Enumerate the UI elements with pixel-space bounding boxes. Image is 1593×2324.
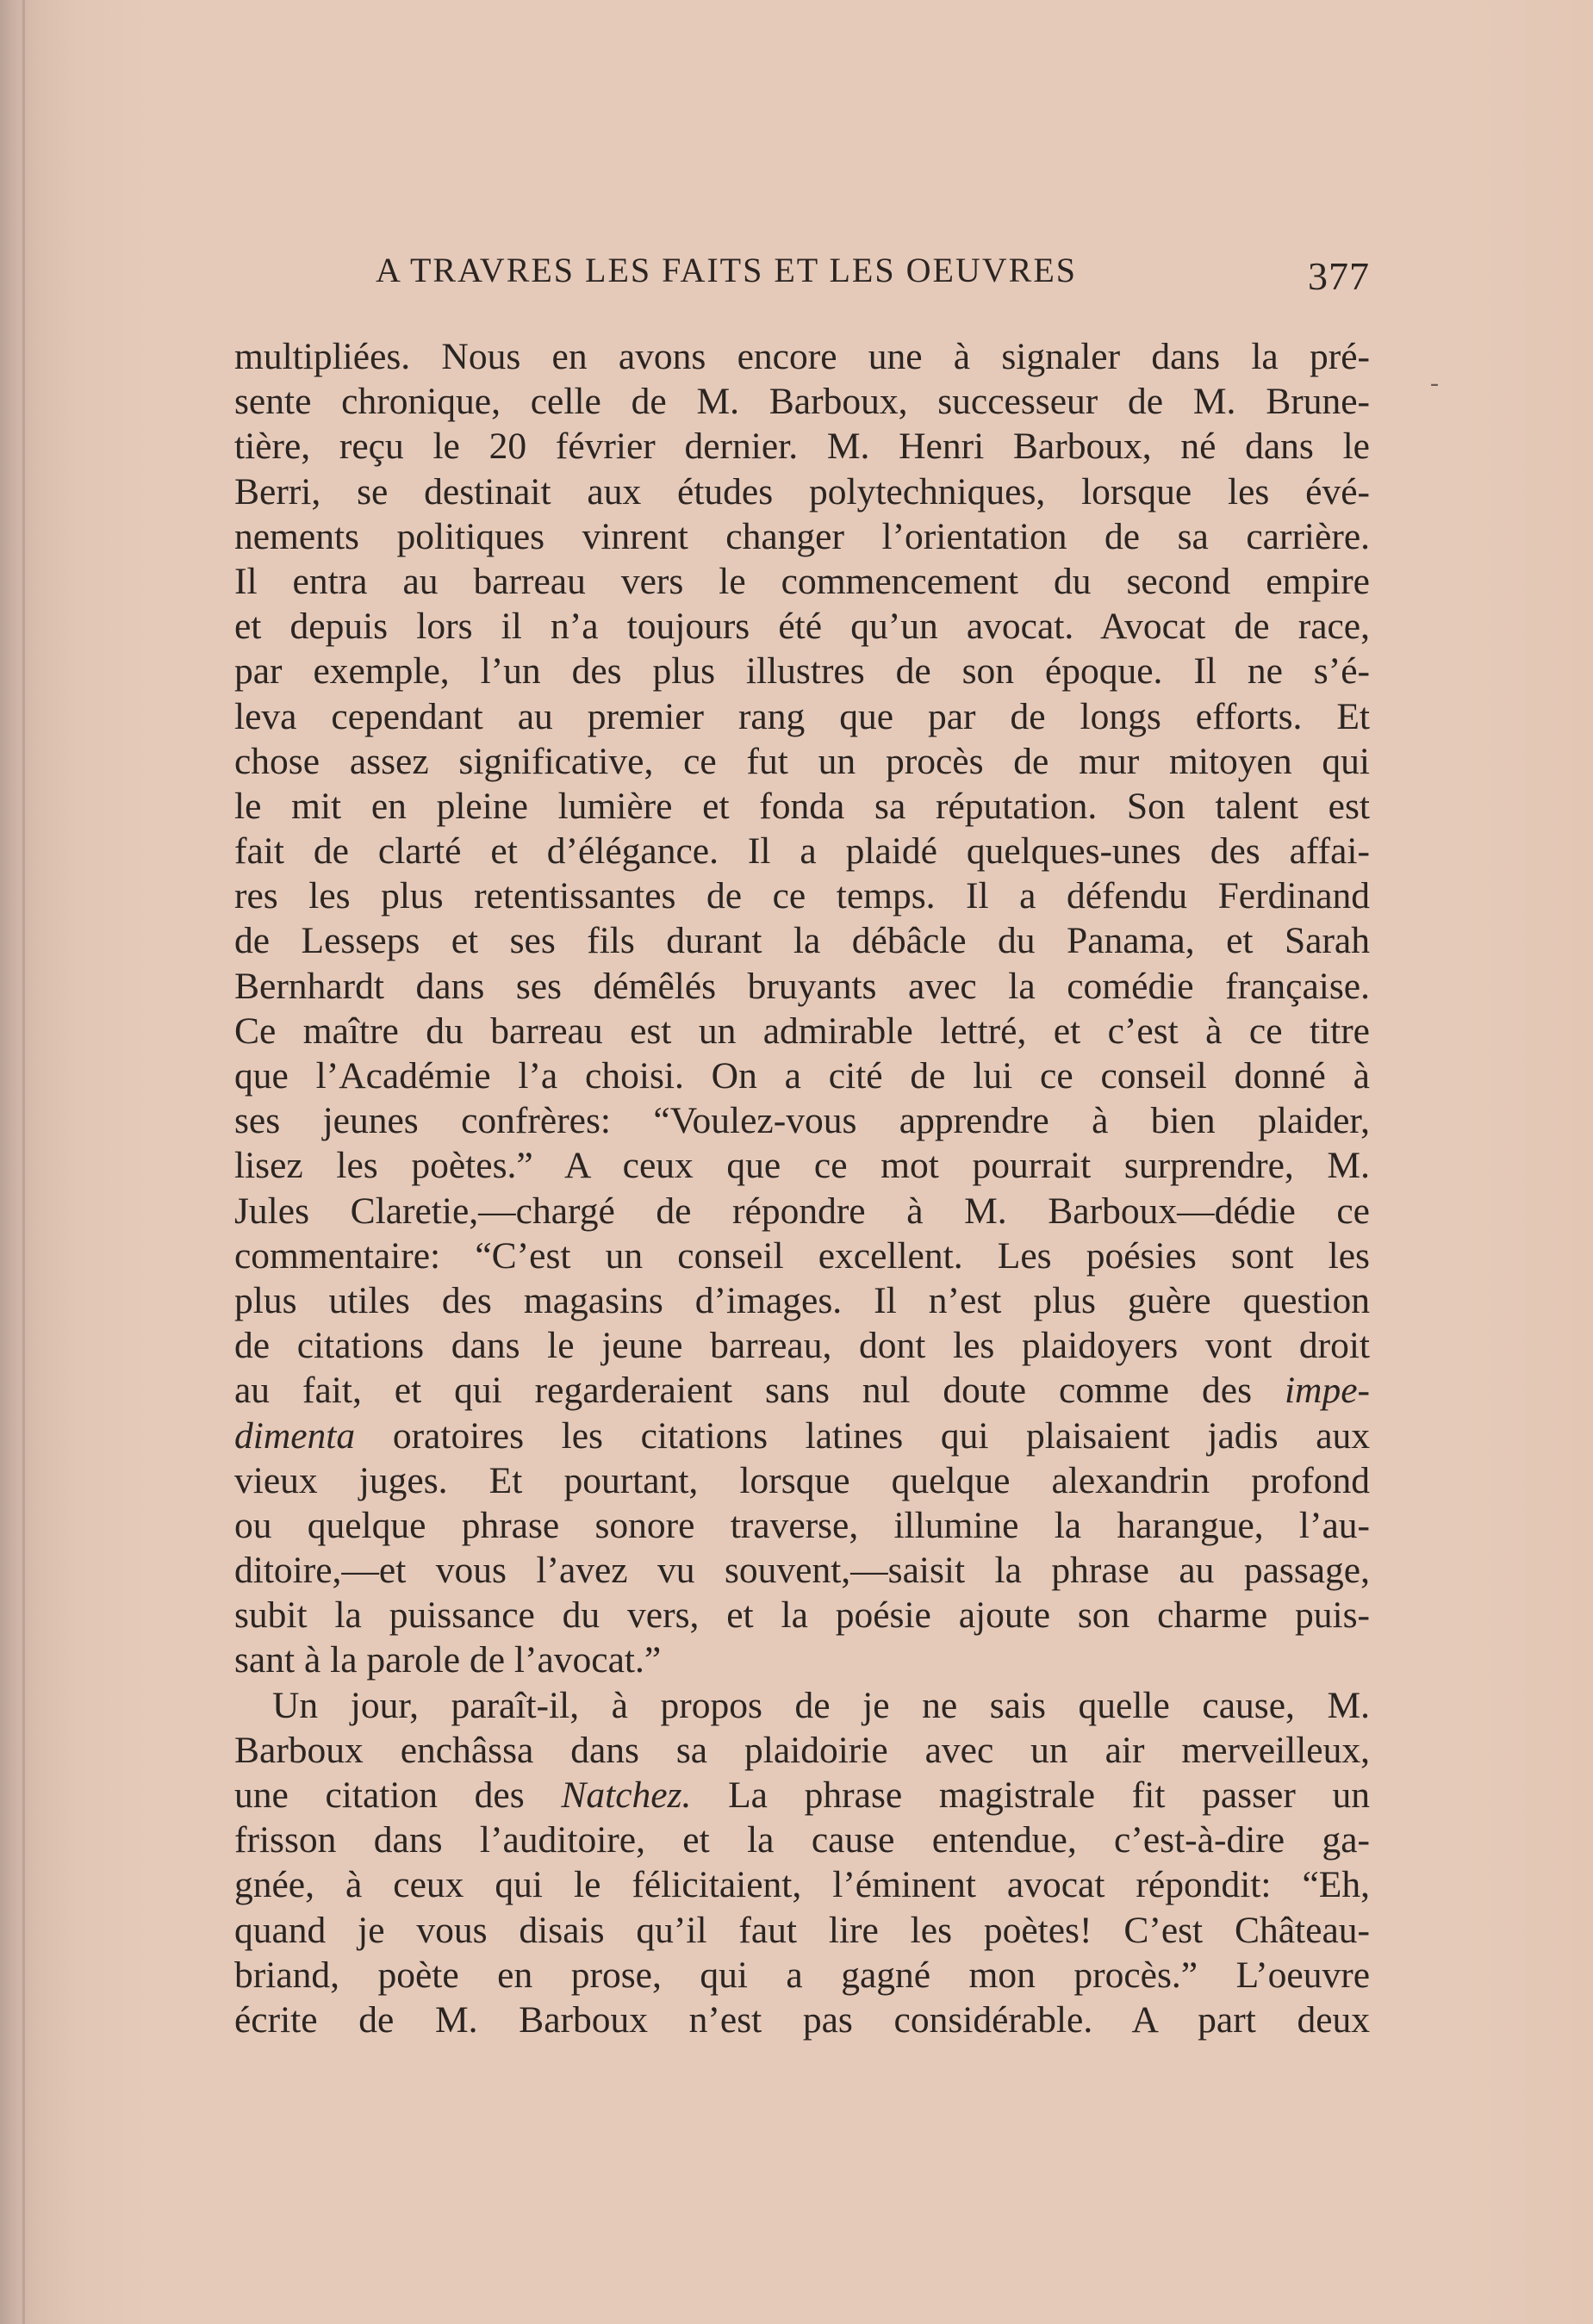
text-line: Il entra au barreau vers le commencement du second empire (234, 560, 1370, 602)
text-line: plus utiles des magasins d’images. Il n’est plus guère question (234, 1279, 1370, 1321)
text-line: lisez les poètes.” A ceux que ce mot pourrait surprendre, M. (234, 1145, 1370, 1187)
italic-word: dimenta (234, 1414, 356, 1457)
text-line: ditoire,—et vous l’avez vu souvent,—saisit la phrase au passage, (234, 1550, 1370, 1592)
text-segment: La phrase magistrale fit passer un (728, 1774, 1371, 1816)
text-line: que l’Académie l’a choisi. On a cité de lui ce conseil donné à (234, 1055, 1370, 1097)
text-line: Bernhardt dans ses démêlés bruyants avec la comédie française. (234, 965, 1370, 1007)
paragraph-first-line: Un jour, paraît-il, à propos de je ne sais quelle cause, M. (272, 1684, 1370, 1726)
text-line: nements politiques vinrent changer l’orientation de sa carrière. (234, 515, 1370, 557)
text-line: fait de clarté et d’élégance. Il a plaidé quelques-unes des affai- (234, 830, 1370, 873)
text-line: de Lesseps et ses fils durant la débâcle du Panama, et Sarah (234, 920, 1370, 962)
running-head (376, 250, 1370, 310)
text-line: Berri, se destinait aux études polytechniques, lorsque les évé- (234, 470, 1370, 513)
binding-gutter (22, 0, 25, 2324)
body-text (234, 334, 1370, 2042)
italic-word: Natchez. (561, 1774, 692, 1816)
text-line: ou quelque phrase sonore traverse, illumine la harangue, l’au- (234, 1504, 1370, 1546)
text-line: quand je vous disais qu’il faut lire les poètes! C’est Château- (234, 1909, 1370, 1951)
text-line: leva cependant au premier rang que par de longs efforts. Et (234, 695, 1370, 737)
page-number: 377 (1308, 254, 1370, 298)
text-line: vieux juges. Et pourtant, lorsque quelque alexandrin profond (234, 1459, 1370, 1501)
italic-word: impe- (1284, 1370, 1370, 1412)
text-line: commentaire: “C’est un conseil excellent. Les poésies sont les (234, 1234, 1370, 1277)
text-line-with-italic (234, 1773, 1370, 1818)
text-segment: au fait, et qui regarderaient sans nul doute comme des (234, 1370, 1252, 1412)
text-line: Ce maître du barreau est un admirable lettré, et c’est à ce titre (234, 1010, 1370, 1052)
text-line: briand, poète en prose, qui a gagné mon procès.” L’oeuvre (234, 1954, 1370, 1996)
text-line: de citations dans le jeune barreau, dont les plaidoyers vont droit (234, 1325, 1370, 1367)
text-line: res les plus retentissantes de ce temps. Il a défendu Ferdinand (234, 875, 1370, 917)
margin-mark: - (1430, 369, 1439, 397)
text-line: et depuis lors il n’a toujours été qu’un avocat. Avocat de race, (234, 606, 1370, 648)
text-line: le mit en pleine lumière et fonda sa réputation. Son talent est (234, 785, 1370, 827)
text-line: frisson dans l’auditoire, et la cause entendue, c’est-à-dire ga- (234, 1819, 1370, 1861)
text-line: par exemple, l’un des plus illustres de son époque. Il ne s’é- (234, 650, 1370, 693)
text-line: tière, reçu le 20 février dernier. M. Henri Barboux, né dans le (234, 426, 1370, 468)
text-line: ses jeunes confrères: “Voulez-vous apprendre à bien plaider, (234, 1100, 1370, 1142)
text-line-with-italic (234, 1368, 1370, 1413)
text-line: écrite de M. Barboux n’est pas considérable. A part deux (234, 1998, 1370, 2041)
text-line: gnée, à ceux qui le félicitaient, l’éminent avocat répondit: “Eh, (234, 1864, 1370, 1906)
running-title: A TRAVRES LES FAITS ET LES OEUVRES (376, 251, 1078, 289)
text-segment: une citation des (234, 1774, 525, 1816)
text-segment: oratoires les citations latines qui plaisaient jadis aux (392, 1414, 1370, 1457)
text-line: Jules Claretie,—chargé de répondre à M. Barboux—dédie ce (234, 1190, 1370, 1232)
text-line: Barboux enchâssa dans sa plaidoirie avec un air merveilleux, (234, 1729, 1370, 1771)
text-line: multipliées. Nous en avons encore une à signaler dans la pré- (234, 336, 1370, 377)
text-line: chose assez significative, ce fut un procès de mur mitoyen qui (234, 740, 1370, 782)
text-line: sant à la parole de l’avocat.” (234, 1639, 662, 1681)
text-line: sente chronique, celle de M. Barboux, successeur de M. Brune- (234, 381, 1370, 423)
text-line: subit la puissance du vers, et la poésie ajoute son charme puis- (234, 1594, 1370, 1637)
text-line-with-italic (234, 1414, 1370, 1458)
